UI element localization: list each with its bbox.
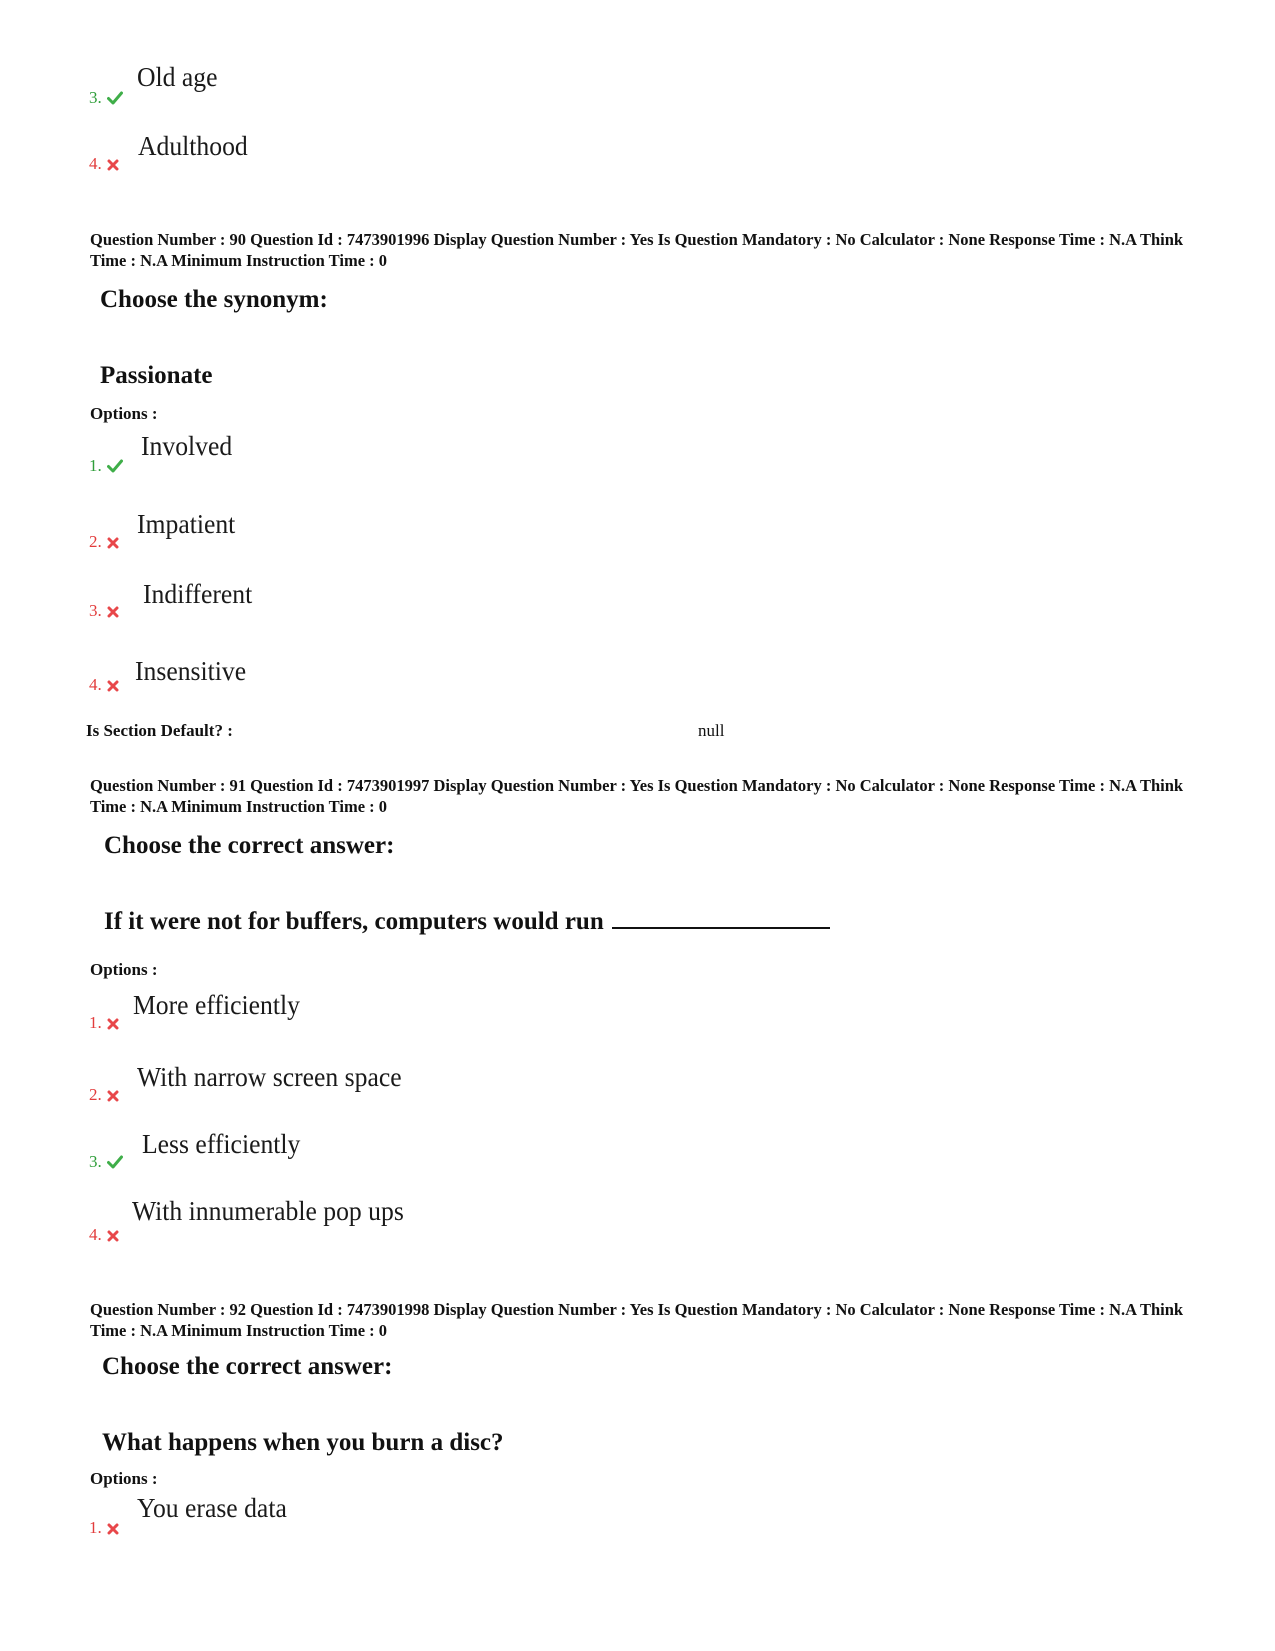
check-icon [107,91,123,108]
cross-icon [107,1016,119,1033]
option-text: Adulthood [138,131,248,161]
question-instruction: Choose the synonym: [100,286,328,313]
check-icon [107,1155,123,1172]
section-default-value: null [698,721,725,740]
cross-icon [107,604,119,621]
option-number: 3. [89,602,119,621]
option-text: Impatient [137,509,236,539]
cross-icon [107,1088,119,1105]
answer-blank [612,923,830,929]
question-word: Passionate [100,362,213,389]
option-number: 3. [89,89,123,108]
option-number: 4. [89,1226,119,1245]
option-text: Insensitive [135,656,247,686]
option-text: Old age [137,62,218,92]
option-number: 2. [89,1086,119,1105]
cross-icon [107,1228,119,1245]
option-text: Involved [141,431,233,461]
cross-icon [107,678,119,695]
question-meta: Question Number : 90 Question Id : 7473901996 Display Question Number : Yes Is Question Mandatory : No Calculator : None Response Time : N.A Think Time : N.A Minimum Instruction Time : 0 [90,230,1184,270]
question-meta: Question Number : 91 Question Id : 7473901997 Display Question Number : Yes Is Question Mandatory : No Calculator : None Response Time : N.A Think Time : N.A Minimum Instruction Time : 0 [90,776,1184,816]
option-number: 1. [89,1519,119,1538]
option-text: With narrow screen space [137,1062,402,1092]
question-instruction: Choose the correct answer: [102,1353,393,1380]
option-text: Less efficiently [142,1129,301,1159]
option-number: 4. [89,155,119,174]
question-text: What happens when you burn a disc? [102,1429,504,1456]
options-label: Options : [90,404,158,423]
options-label: Options : [90,1469,158,1488]
option-text: Indifferent [143,579,253,609]
question-text: If it were not for buffers, computers would run [104,909,830,934]
cross-icon [107,157,119,174]
option-number: 1. [89,1014,119,1033]
option-number: 3. [89,1153,123,1172]
option-number: 4. [89,676,119,695]
section-default-label: Is Section Default? : [86,721,233,740]
option-number: 1. [89,457,123,476]
options-label: Options : [90,960,158,979]
option-text: More efficiently [133,990,300,1020]
check-icon [107,459,123,476]
option-number: 2. [89,533,119,552]
cross-icon [107,535,119,552]
option-text: With innumerable pop ups [132,1196,404,1226]
option-text: You erase data [137,1493,287,1523]
question-meta: Question Number : 92 Question Id : 7473901998 Display Question Number : Yes Is Question Mandatory : No Calculator : None Response Time : N.A Think Time : N.A Minimum Instruction Time : 0 [90,1300,1184,1340]
question-instruction: Choose the correct answer: [104,832,395,859]
cross-icon [107,1521,119,1538]
